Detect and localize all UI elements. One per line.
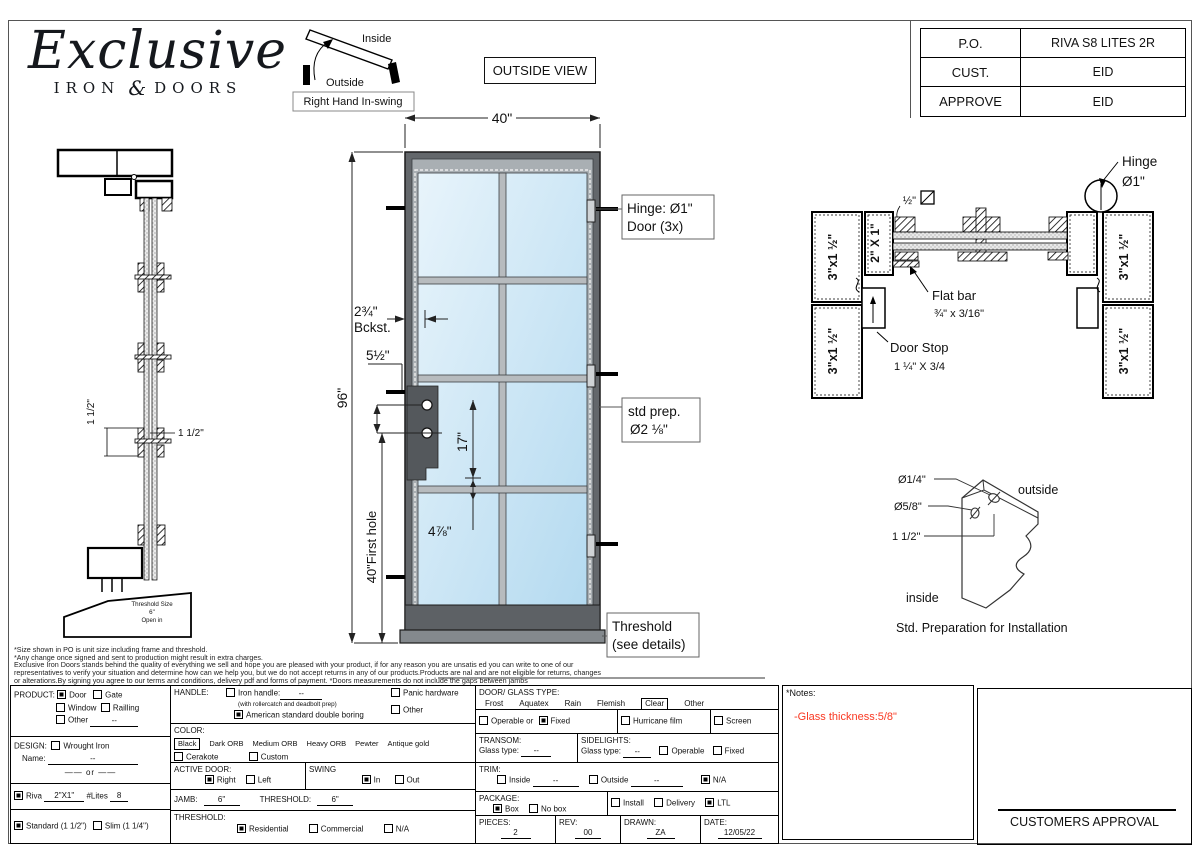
hinge-callout <box>595 195 714 239</box>
color-selected-black[interactable]: Black <box>174 738 200 750</box>
prep-detail-title: Std. Preparation for Installation <box>896 621 1068 635</box>
hinge-diameter: Ø1" <box>1122 174 1145 189</box>
disclaimer-line: or alterations.By signing you agree to our terms and conditions, delivery pdf and forms of payment. *Doors measurements do not include the gaps between jambs <box>14 675 528 685</box>
swing-section: SWING In Out <box>305 762 476 790</box>
cust-value: EID <box>1092 65 1114 79</box>
checkbox-ltl[interactable] <box>705 798 714 807</box>
date-value[interactable]: 12/05/22 <box>718 828 762 839</box>
product-section: PRODUCT: Door Gate Window Railling Other -- <box>10 685 171 737</box>
jamb-section-detail <box>800 140 1200 430</box>
iron-handle-subnote: (with rollercatch and deadbolt prep) <box>238 700 337 708</box>
date-section <box>700 815 779 844</box>
flat-bar-label: Flat bar <box>932 288 977 303</box>
checkbox-handle-other[interactable] <box>391 705 400 714</box>
approve-label: APPROVE <box>921 87 1021 116</box>
checkbox-install[interactable] <box>611 798 620 807</box>
disclaimer-line: representatives to verify your situation and determine how can we help you, but we do not accept returns in any of our products.Products are nal and are not eligible for returns, changes <box>14 668 601 678</box>
checkbox-slim[interactable] <box>93 821 102 830</box>
table-row <box>921 58 1185 87</box>
color-option[interactable]: Pewter <box>355 739 379 748</box>
checkbox-trim-inside[interactable] <box>497 775 506 784</box>
hinge-word: Hinge <box>1122 154 1158 169</box>
checkbox-fixed[interactable] <box>539 716 548 725</box>
color-option[interactable]: Medium ORB <box>252 739 298 748</box>
checkbox-window[interactable] <box>56 703 65 712</box>
or-divider: —— or —— <box>64 767 117 777</box>
checkbox-na-threshold[interactable] <box>384 824 393 833</box>
drawn-section <box>620 815 701 844</box>
height-dim-label: 96" <box>334 387 350 409</box>
disclaimer-text <box>14 646 1164 685</box>
checkbox-trim-na[interactable] <box>701 775 710 784</box>
checkbox-screen[interactable] <box>714 716 723 725</box>
jamb-size-label: 3"x1 ½" <box>826 327 840 375</box>
threshold-size-label: Threshold Size <box>131 601 173 608</box>
swing-label: SWING <box>309 765 337 774</box>
po-label: P.O. <box>921 29 1021 57</box>
handle-label: HANDLE: <box>174 688 209 697</box>
lites-label: #Lites <box>86 791 108 801</box>
side-dim-vertical: 1 1/2" <box>86 399 97 425</box>
svg-text:Ø2 ⅛": Ø2 ⅛" <box>630 422 668 437</box>
active-door-section: ACTIVE DOOR: Right Left <box>170 762 306 790</box>
pieces-section <box>475 815 556 844</box>
logo-script-text: Exclusive <box>28 21 287 81</box>
pieces-value[interactable]: 2 <box>501 828 531 839</box>
sidelights-section: SIDELIGHTS: Glass type: -- Operable Fixed <box>577 733 779 763</box>
installation-prep-detail <box>890 450 1110 645</box>
transom-glass-label: Glass type: <box>479 746 520 755</box>
prep-dim-label: 1 1/2" <box>892 531 921 543</box>
glass-option[interactable]: Flemish <box>597 699 626 708</box>
checkbox-sidelight-operable[interactable] <box>659 746 668 755</box>
riva-label: Riva <box>26 791 43 801</box>
side-profile-view <box>50 140 230 650</box>
glass-selected-clear[interactable]: Clear <box>641 698 668 710</box>
sidelights-glass-value[interactable]: -- <box>623 747 651 758</box>
svg-text:Threshold: Threshold <box>612 619 673 634</box>
side-dim-horizontal: 1 1/2" <box>178 428 204 439</box>
riva-size-value[interactable]: 2"X1" <box>44 791 84 802</box>
first-hole-label: 40"First hole <box>364 510 379 584</box>
notes-section <box>782 685 974 840</box>
jamb-size-label: 3"x1 ½" <box>826 233 840 281</box>
checkbox-wrought-iron[interactable] <box>51 741 60 750</box>
door-front-view <box>330 100 770 680</box>
drawn-label: DRAWN: <box>624 818 657 827</box>
disclaimer-line: *Any change once signed and sent to production might result in extra charges. <box>14 652 263 662</box>
thickness-section: Standard (1 1/2") Slim (1 1/4") <box>10 809 171 844</box>
handle-gap-label: 5½" <box>366 348 390 363</box>
threshold-type-label: THRESHOLD: <box>174 813 226 822</box>
notes-title: *Notes: <box>786 688 816 698</box>
date-label: DATE: <box>704 818 727 827</box>
title-block-divider <box>910 20 911 118</box>
prep-inside-label: inside <box>906 591 939 605</box>
package-label: PACKAGE: <box>479 794 520 803</box>
lite-4-78-label: 4⅞" <box>428 524 452 539</box>
active-door-label: ACTIVE DOOR: <box>174 765 232 774</box>
sidelights-label: SIDELIGHTS: <box>581 736 631 745</box>
design-name-value[interactable]: -- <box>48 754 138 765</box>
rev-label: REV: <box>559 818 578 827</box>
table-row <box>921 29 1185 58</box>
design-section: DESIGN: Wrought Iron Name: -- —— or —— <box>10 736 171 784</box>
transom-label: TRANSOM: <box>479 736 522 745</box>
checkbox-custom-color[interactable] <box>249 752 258 761</box>
checkbox-residential[interactable] <box>237 824 246 833</box>
checkbox-active-left[interactable] <box>246 775 255 784</box>
color-label: COLOR: <box>174 726 205 735</box>
checkbox-commercial[interactable] <box>309 824 318 833</box>
jamb-size-label: 3"x1 ½" <box>1117 327 1131 375</box>
swing-inside-label: Inside <box>362 33 392 45</box>
checkbox-railing[interactable] <box>101 703 110 712</box>
color-option[interactable]: Dark ORB <box>209 739 244 748</box>
prep-dia-quarter: Ø1/4" <box>898 474 926 486</box>
approve-value: EID <box>1092 94 1114 109</box>
checkbox-swing-in[interactable] <box>362 775 371 784</box>
screen-section: Screen <box>710 709 779 734</box>
checkbox-box[interactable] <box>493 804 502 813</box>
company-logo <box>28 22 288 100</box>
flat-bar-size: ¾" x 3/16" <box>934 308 985 320</box>
checkbox-panic-hardware[interactable] <box>391 688 400 697</box>
color-option[interactable]: Antique gold <box>387 739 430 748</box>
jamb-section <box>170 789 476 811</box>
checkbox-trim-outside[interactable] <box>589 775 598 784</box>
glass-option-other[interactable]: Other <box>684 699 705 708</box>
half-square-label: ½" <box>902 195 916 207</box>
trim-section: TRIM: Inside -- Outside -- N/A <box>475 762 779 792</box>
table-row <box>921 87 1185 116</box>
pieces-label: PIECES: <box>479 818 511 827</box>
svg-text:(see details): (see details) <box>612 637 686 652</box>
backset-word: Bckst. <box>354 320 391 335</box>
swing-outside-label: Outside <box>326 77 364 89</box>
outside-view-label: OUTSIDE VIEW <box>484 57 596 84</box>
notes-body: -Glass thickness:5/8" <box>794 711 897 723</box>
design-name-label: Name: <box>22 753 46 763</box>
door-stop-right <box>1077 288 1098 328</box>
threshold-type-section: THRESHOLD: Residential Commercial N/A <box>170 810 476 844</box>
glass-option[interactable]: Rain <box>564 699 582 708</box>
checkbox-no-box[interactable] <box>529 804 538 813</box>
svg-text:Door (3x): Door (3x) <box>627 219 684 234</box>
jamb-size-label: 3"x1 ½" <box>1117 233 1131 281</box>
checkbox-american-boring[interactable] <box>234 710 243 719</box>
color-option[interactable]: Heavy ORB <box>306 739 347 748</box>
title-block-table <box>920 28 1186 117</box>
drawn-value[interactable]: ZA <box>647 828 675 839</box>
prep-outside-label: outside <box>1018 483 1059 497</box>
std-prep-callout <box>598 398 700 442</box>
logo-ampersand-icon: & <box>128 76 147 100</box>
jamb-label: JAMB: <box>174 795 198 804</box>
rev-value[interactable]: 00 <box>575 828 601 839</box>
trim-label: TRIM: <box>479 765 501 774</box>
logo-word-iron: IRON <box>53 79 121 97</box>
disclaimer-line: *Size shown in PO is unit size including frame and threshold. <box>14 645 208 654</box>
sidelights-glass-label: Glass type: <box>581 746 622 756</box>
glass-type-label: DOOR/ GLASS TYPE: <box>479 688 560 697</box>
checkbox-iron-handle[interactable] <box>226 688 235 697</box>
handle-section: HANDLE: Iron handle: -- (with rollercatch and deadbolt prep) American standard double boring Panic hardware Other <box>170 685 476 724</box>
iron-handle-value[interactable]: -- <box>280 689 322 700</box>
threshold-open-label: Open in <box>141 618 163 624</box>
checkbox-operable[interactable] <box>479 716 488 725</box>
transom-section <box>475 733 578 763</box>
cust-label: CUST. <box>921 58 1021 86</box>
prep-dia-five-eighths: Ø5/8" <box>894 501 922 513</box>
door-stop-label: Door Stop <box>890 340 949 355</box>
glass-type-section <box>475 685 779 710</box>
checkbox-hurricane-film[interactable] <box>621 716 630 725</box>
svg-text:Hinge: Ø1": Hinge: Ø1" <box>627 201 693 216</box>
lites-value[interactable]: 8 <box>110 791 128 802</box>
disclaimer-line: Exclusive Iron Doors stands behind the quality of everything we sell and hope you are pleased with your product, if for any reason you are unsatis ed you can write to one of our <box>14 660 574 670</box>
door-stop-size: 1 ¼" X 3/4 <box>894 361 945 373</box>
glass-option[interactable]: Frost <box>485 699 504 708</box>
transom-glass-value[interactable]: -- <box>521 746 551 757</box>
customers-approval-section <box>977 688 1192 845</box>
checkbox-delivery[interactable] <box>654 798 663 807</box>
checkbox-door[interactable] <box>57 690 66 699</box>
logo-word-doors: DOORS <box>154 79 243 97</box>
rev-section <box>555 815 621 844</box>
checkbox-swing-out[interactable] <box>395 775 404 784</box>
riva-section <box>10 783 171 810</box>
trim-inside-value[interactable]: -- <box>533 776 579 787</box>
swing-caption: Right Hand In-swing <box>303 96 403 108</box>
signature-line[interactable] <box>998 809 1176 811</box>
bore-hole-top <box>422 400 432 410</box>
checkbox-gate[interactable] <box>93 690 102 699</box>
hurricane-section: Hurricane film <box>617 709 711 734</box>
delivery-section: Install Delivery LTL <box>607 791 779 816</box>
checkbox-standard[interactable] <box>14 821 23 830</box>
threshold-size-value: 6" <box>149 609 155 616</box>
design-label: DESIGN: <box>14 741 47 751</box>
product-other-value[interactable]: -- <box>90 716 138 727</box>
checkbox-product-other[interactable] <box>56 715 65 724</box>
checkbox-sidelight-fixed[interactable] <box>713 746 722 755</box>
po-value: RIVA S8 LITES 2R <box>1051 36 1155 50</box>
backset-value: 2¾" <box>354 304 378 319</box>
threshold-size-form-value[interactable]: 6" <box>317 795 353 806</box>
checkbox-active-right[interactable] <box>205 775 214 784</box>
tube-size-label: 2" X 1" <box>868 223 882 263</box>
checkbox-riva[interactable] <box>14 791 23 800</box>
customers-approval-label: CUSTOMERS APPROVAL <box>1010 815 1159 829</box>
threshold-size-form-label: THRESHOLD: <box>259 795 312 804</box>
checkbox-cerakote[interactable] <box>174 752 183 761</box>
product-label: PRODUCT: <box>14 690 55 700</box>
width-dim-label: 40" <box>491 110 513 126</box>
glass-option[interactable]: Aquatex <box>519 699 549 708</box>
svg-text:std prep.: std prep. <box>628 404 681 419</box>
lite-17-label: 17" <box>455 432 470 452</box>
threshold-bar <box>400 630 605 643</box>
package-section: PACKAGE: Box No box <box>475 791 608 816</box>
operable-fixed-section: Operable or Fixed <box>475 709 618 734</box>
jamb-value[interactable]: 6" <box>204 795 240 806</box>
trim-outside-value[interactable]: -- <box>631 776 683 787</box>
color-section: COLOR: Black Dark ORB Medium ORB Heavy ORB Pewter Antique gold Cerakote Custom <box>170 723 476 763</box>
